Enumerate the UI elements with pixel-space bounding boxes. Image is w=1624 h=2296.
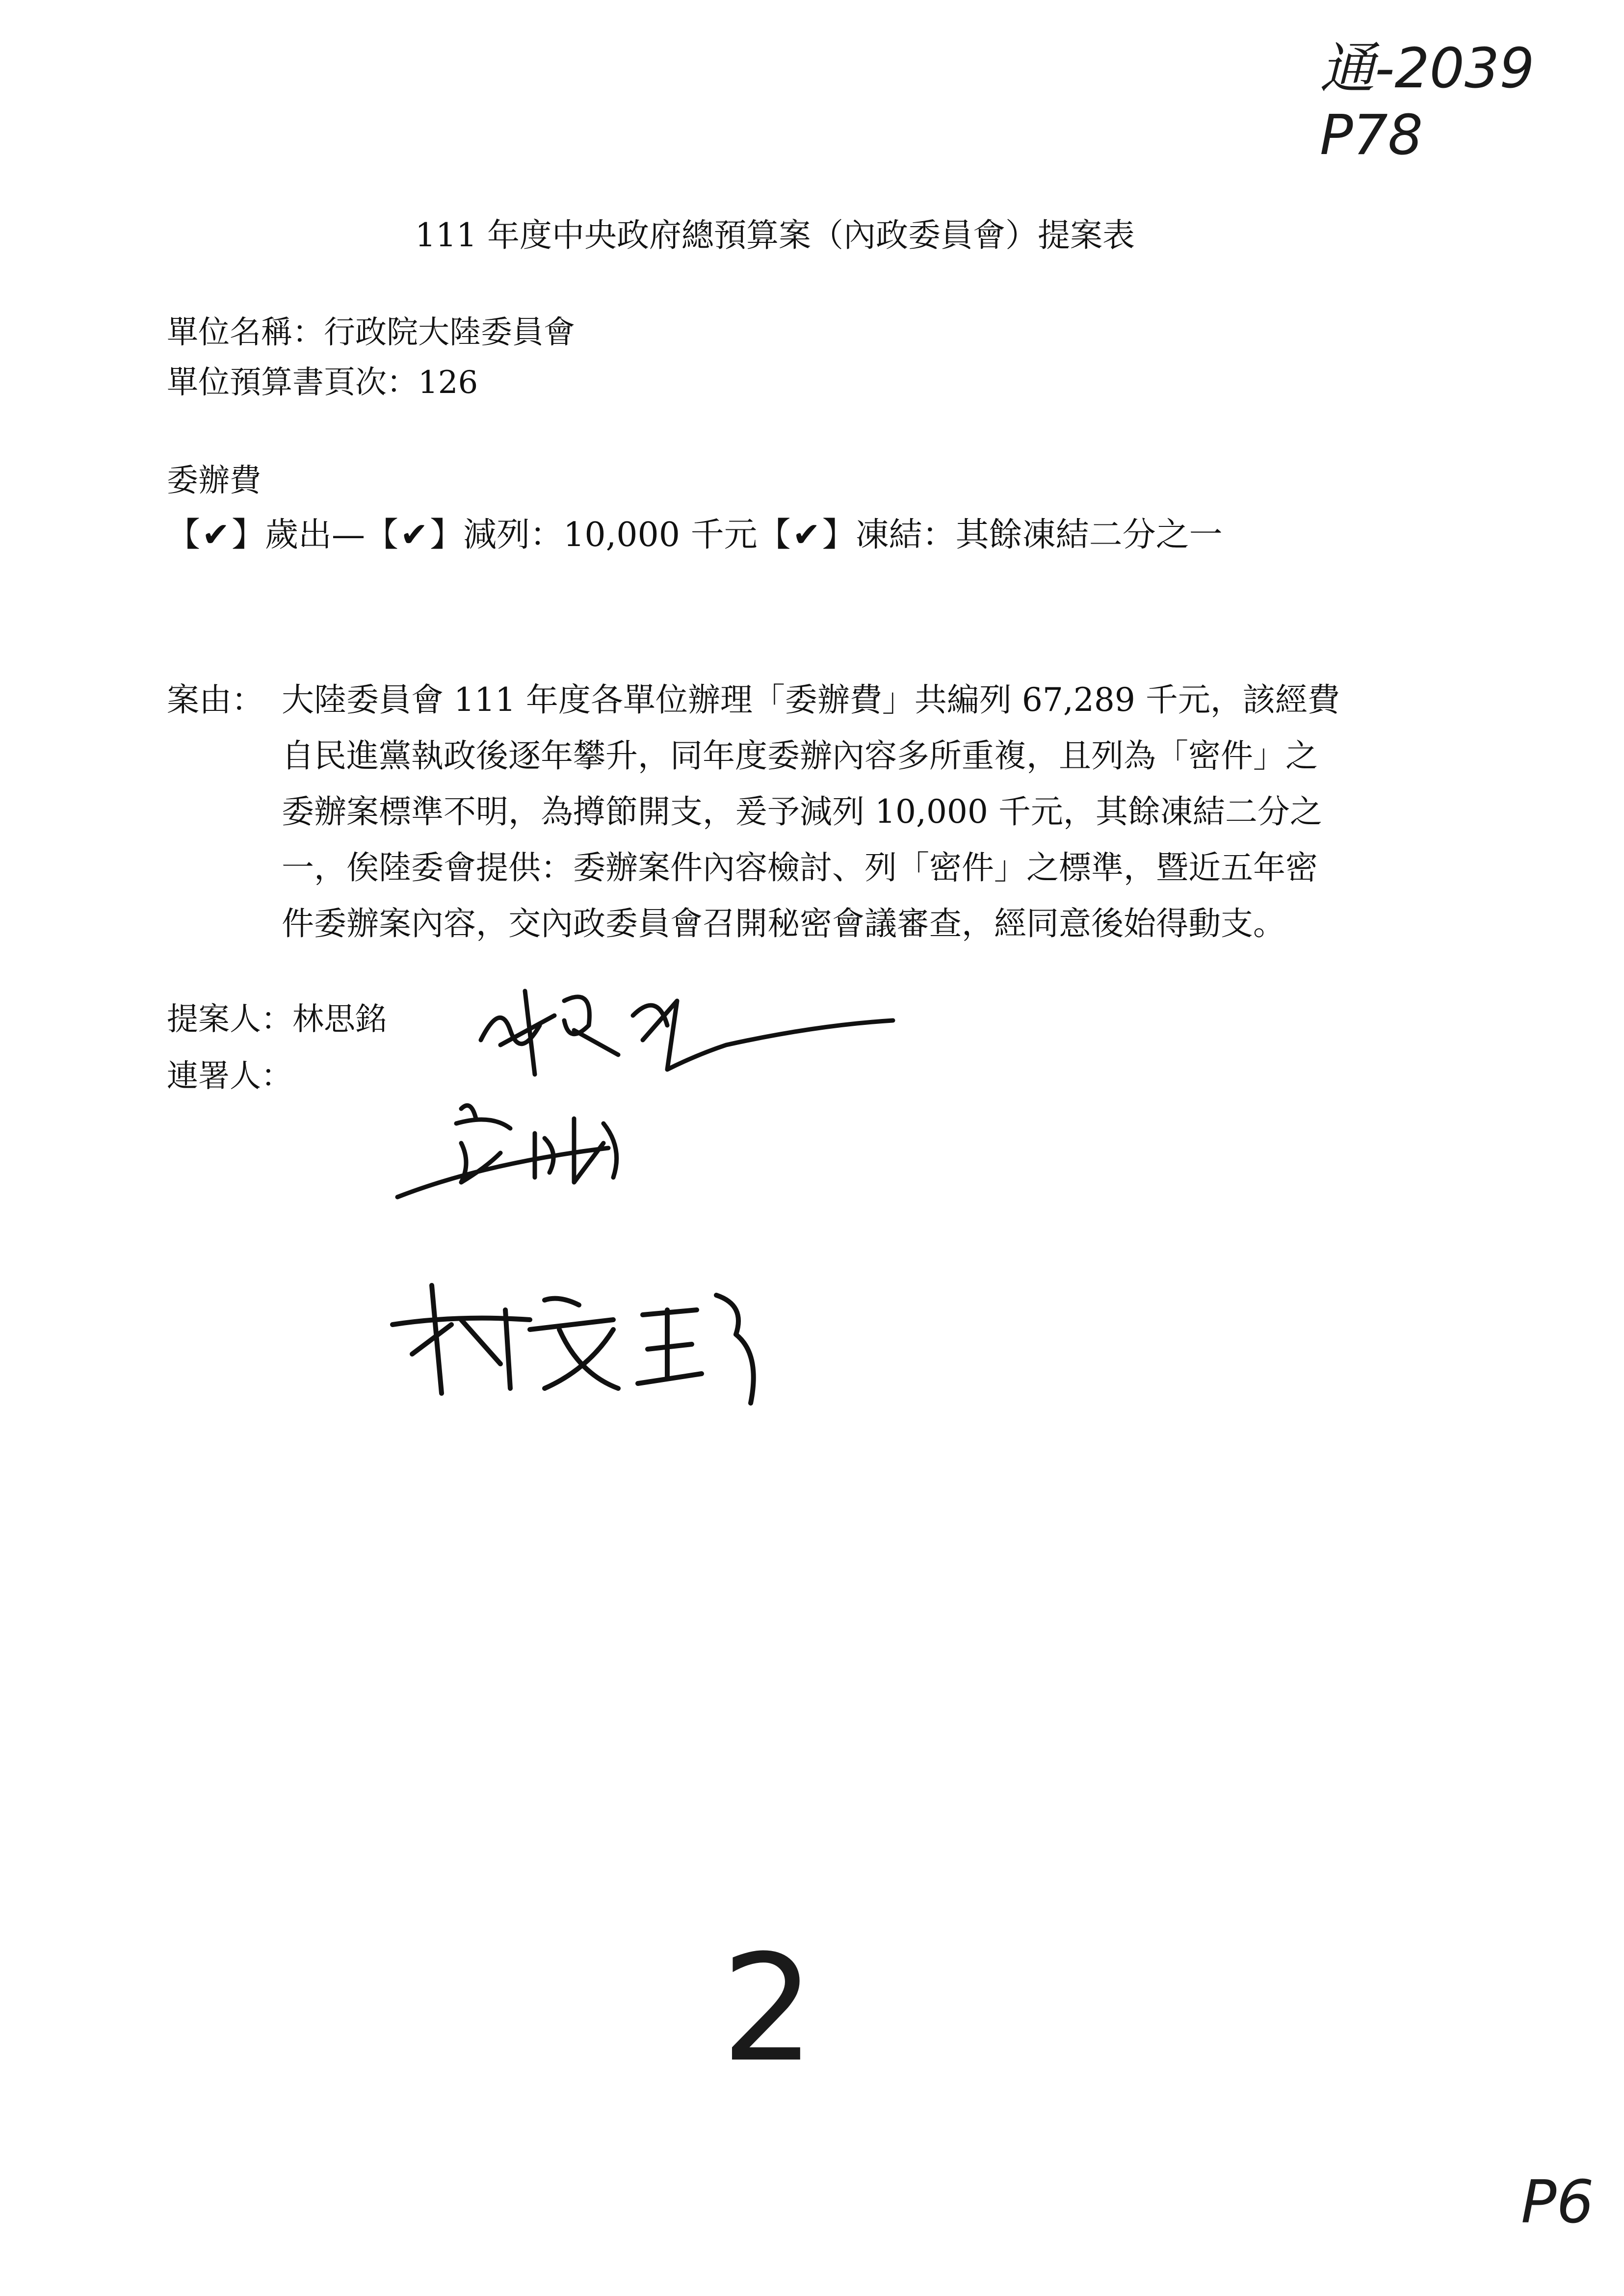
document-title: 111 年度中央政府總預算案（內政委員會）提案表: [415, 216, 1135, 254]
reason-line: 委辦案標準不明，為撙節開支，爰予減列 10,000 千元，其餘凍結二分之: [282, 793, 1322, 831]
handwritten-page-code: P6: [1521, 2168, 1594, 2237]
check-icon: ✔: [400, 516, 428, 554]
unit-name-label: 單位名稱：: [167, 314, 324, 351]
proposer-row: [167, 1001, 387, 1039]
bracket-open: 【: [365, 516, 399, 554]
unit-name-value: 行政院大陸委員會: [324, 314, 575, 351]
bracket-close: 】: [232, 516, 265, 554]
category-text: 凍結：其餘凍結二分之一: [855, 516, 1223, 554]
category-text: 減列：10,000 千元: [463, 516, 758, 554]
unit-page-value: 126: [418, 365, 478, 401]
bracket-close: 】: [430, 516, 464, 554]
item-name: 委辦費: [167, 463, 261, 499]
handwritten-page-mark: 2: [721, 1923, 815, 2094]
cosigner-signature-1: [388, 1089, 672, 1217]
category-reduction: [365, 516, 758, 554]
proposer-label: 提案人：: [167, 1001, 292, 1038]
bracket-open: 【: [757, 516, 791, 554]
check-icon: ✔: [202, 516, 230, 554]
bracket-close: 】: [822, 516, 856, 554]
category-expenditure: [167, 516, 365, 554]
proposer-signature: [471, 971, 903, 1099]
reason-label: 案由：: [167, 681, 264, 719]
cosigner-signature-2: [383, 1266, 785, 1413]
unit-page-label: 單位預算書頁次：: [167, 365, 418, 401]
handwritten-reference-note: 通-2039 P78: [1320, 37, 1535, 167]
reason-text: [282, 672, 1508, 952]
reason-line: 大陸委員會 111 年度各單位辦理「委辦費」共編列 67,289 千元，該經費: [282, 681, 1340, 719]
item-action-line: [167, 515, 1223, 555]
reason-line: 自民進黨執政後逐年攀升，同年度委辦內容多所重複，且列為「密件」之: [282, 737, 1318, 775]
proposer-name: 林思銘: [292, 1001, 387, 1038]
unit-name-row: [167, 314, 575, 352]
bracket-open: 【: [167, 516, 201, 554]
unit-page-row: [167, 364, 478, 402]
category-text: 歲出—: [265, 516, 366, 554]
cosigners-label: 連署人：: [167, 1058, 292, 1095]
reason-line: 一，俟陸委會提供：委辦案件內容檢討、列「密件」之標準，暨近五年密: [282, 849, 1318, 887]
category-freeze: [758, 516, 1223, 554]
reason-line: 件委辦案內容，交內政委員會召開秘密會議審查，經同意後始得動支。: [282, 905, 1285, 942]
check-icon: ✔: [792, 516, 821, 554]
